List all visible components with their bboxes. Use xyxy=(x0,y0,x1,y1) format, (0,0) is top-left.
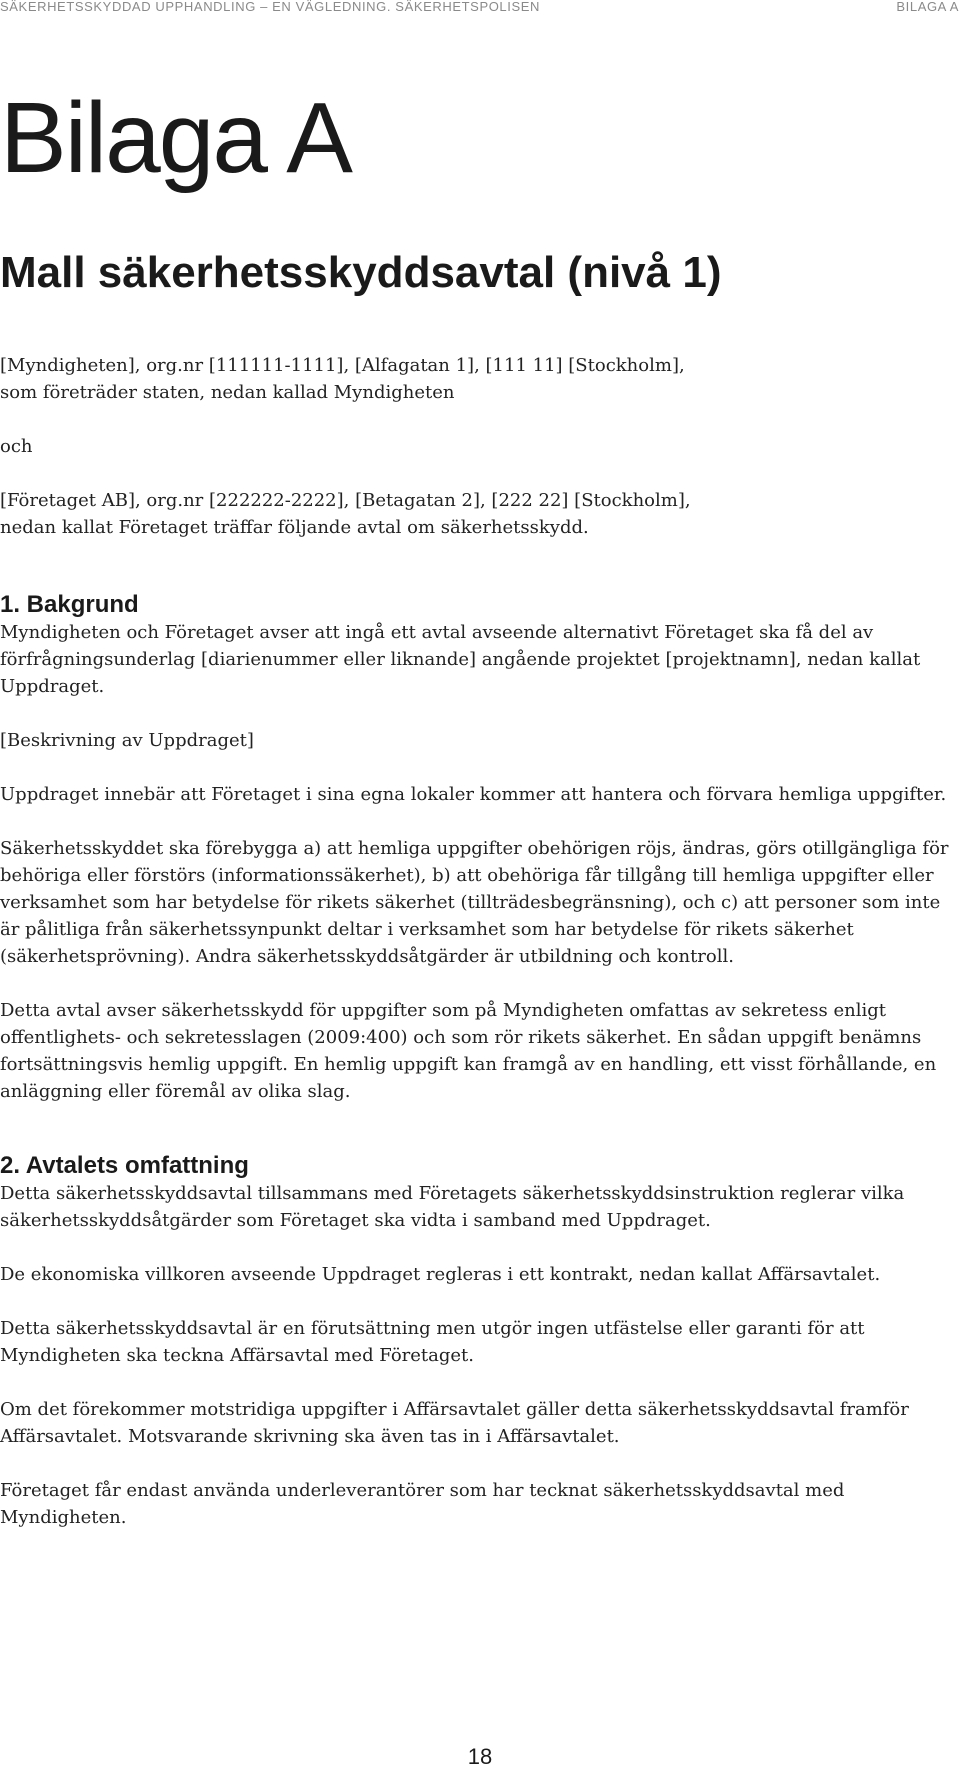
section-1-paragraph: [Beskrivning av Uppdraget] xyxy=(0,730,254,751)
section-2-paragraph: Detta säkerhetsskyddsavtal tillsammans med Företagets säkerhetsskyddsinstruktion reglerar vilka säkerhetsskyddsåtgärder som Företaget ska vidta i samband med Uppdraget. xyxy=(0,1183,905,1231)
conjunction: och xyxy=(0,436,33,457)
section-2-paragraph: Detta säkerhetsskyddsavtal är en förutsättning men utgör ingen utfästelse eller garanti för att Myndigheten ska teckna Affärsavtal med Företaget. xyxy=(0,1318,865,1366)
page-subtitle: Mall säkerhetsskyddsavtal (nivå 1) xyxy=(0,248,722,297)
party-2 xyxy=(0,487,960,541)
section-1-paragraph: Myndigheten och Företaget avser att ingå ett avtal avseende alternativt Företaget ska få del av förfrågningsunderlag [diarienummer eller liknande] angående projektet [projektnamn], nedan kallat Uppdraget. xyxy=(0,622,921,697)
running-header xyxy=(0,0,960,14)
running-header-right: BILAGA A xyxy=(896,0,959,14)
section-2-paragraph: Om det förekommer motstridiga uppgifter i Affärsavtalet gäller detta säkerhetsskyddsavtal framför Affärsavtalet. Motsvarande skrivning ska även tas in i Affärsavtalet. xyxy=(0,1399,909,1447)
party-2-line-2: nedan kallat Företaget träffar följande avtal om säkerhetsskydd. xyxy=(0,517,589,538)
party-1-line-1: [Myndigheten], org.nr [111111-1111], [Alfagatan 1], [111 11] [Stockholm], xyxy=(0,355,685,376)
section-1-paragraph: Uppdraget innebär att Företaget i sina egna lokaler kommer att hantera och förvara hemliga uppgifter. xyxy=(0,784,947,805)
party-2-line-1: [Företaget AB], org.nr [222222-2222], [Betagatan 2], [222 22] [Stockholm], xyxy=(0,490,691,511)
party-1-line-2: som företräder staten, nedan kallad Myndigheten xyxy=(0,382,455,403)
section-1-paragraph: Säkerhetsskyddet ska förebygga a) att hemliga uppgifter obehörigen röjs, ändras, görs otillgängliga för behöriga eller förstörs (informationssäkerhet), b) att obehöriga får tillgång till hemliga uppgifter eller verksamhet som har betydelse för rikets säkerhet (tillträdesbegränsning), och c) att personer som inte är pålitliga från säkerhetssynpunkt deltar i verksamhet som har betydelse för rikets säkerhet (säkerhetsprövning). Andra säkerhetsskyddsåtgärder är utbildning och kontroll. xyxy=(0,838,949,967)
party-1 xyxy=(0,352,960,406)
page-number: 18 xyxy=(467,1744,493,1769)
section-2-heading: 2. Avtalets omfattning xyxy=(0,1152,249,1179)
page-title: Bilaga A xyxy=(0,82,351,194)
document-body xyxy=(0,352,960,1531)
section-1-heading: 1. Bakgrund xyxy=(0,591,139,618)
running-header-left: SÄKERHETSSKYDDAD UPPHANDLING – EN VÄGLEDNING. SÄKERHETSPOLISEN xyxy=(0,0,540,14)
section-2-paragraph: De ekonomiska villkoren avseende Uppdraget regleras i ett kontrakt, nedan kallat Affärsavtalet. xyxy=(0,1264,881,1285)
section-1-paragraph: Detta avtal avser säkerhetsskydd för uppgifter som på Myndigheten omfattas av sekretess enligt offentlighets- och sekretesslagen (2009:400) och som rör rikets säkerhet. En sådan uppgift benämns fortsättningsvis hemlig uppgift. En hemlig uppgift kan framgå av en handling, ett visst förhållande, en anläggning eller föremål av olika slag. xyxy=(0,1000,937,1102)
section-2-paragraph: Företaget får endast använda underleverantörer som har tecknat säkerhetsskyddsavtal med Myndigheten. xyxy=(0,1480,845,1528)
